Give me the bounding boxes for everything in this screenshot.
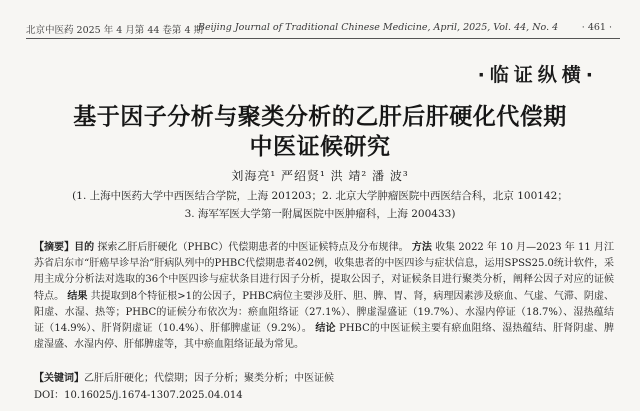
result-label: 结果 <box>67 290 88 302</box>
keywords <box>34 369 614 384</box>
journal-issue-en: Beijing Journal of Traditional Chinese Medicine, April, 2025, Vol. 44, No. 4 <box>198 22 559 33</box>
result-text: 共提取到8个特征根>1的公因子，PHBC病位主要涉及肝、胆、脾、胃、肾，病理因素涉及瘀血、气虚、气滞、阴虚、阳虚、水湿、热等；PHBC的证候分布依次为：瘀血阻络证（27.1%）、脾虚湿盛证（19.7%）、水湿内停证（18.7%）、湿热蕴结证（14.9%）、肝肾阴虚证（10.4%）、肝郁脾虚证（9.2%）。 <box>34 290 615 335</box>
conclusion-text: PHBC的中医证候主要有瘀血阻络、湿热蕴结、肝肾阴虚、脾虚湿盛、水湿内停、肝郁脾虚等，其中瘀血阻络证最为常见。 <box>34 323 614 351</box>
journal-issue-cn: 北京中医药 2025 年 4 月第 44 卷第 4 期 <box>26 25 204 36</box>
article-title-line-2: 中医证候研究 <box>249 134 391 160</box>
method-text: 收集 2022 年 10 月—2023 年 11 月江苏省启东市“肝癌早诊早治”肝病队列中的PHBC代偿期患者402例，收集患者的中医四诊与症状信息，运用SPSS25.0统计软件，采用主成分分析法对选取的36个中医四诊与症状条目进行因子分析，提取公因子，对证候条目进行聚类分析，阐释公因子对应的证候特点。 <box>34 242 614 302</box>
header-rule <box>26 38 620 39</box>
keywords-label: 【关键词】 <box>34 373 84 384</box>
conclusion-label: 结论 <box>315 323 336 335</box>
doi-link[interactable]: 10.16025/j.1674-1307.2025.04.014 <box>64 390 243 401</box>
abstract <box>34 240 614 353</box>
section-label: ·临证纵横· <box>477 64 598 86</box>
abstract-label: 【摘要】 <box>34 242 75 253</box>
objective-text: 探索乙肝后肝硬化（PHBC）代偿期患者的中医证候特点及分布规律。 <box>97 242 409 253</box>
doi-label: DOI： <box>34 390 65 401</box>
affiliation-line-2: 3. 海军军医大学第一附属医院中医肿瘤科，上海 200433) <box>184 208 456 220</box>
affiliation-line-1: (1. 上海中医药大学中西医结合学院，上海 201203；2. 北京大学肿瘤医院中西医结合科，北京 100142； <box>72 190 568 202</box>
doi <box>34 386 614 401</box>
objective-label: 目的 <box>74 242 95 253</box>
method-label: 方法 <box>411 242 432 253</box>
running-head <box>26 22 620 36</box>
keywords-text: 乙肝后肝硬化；代偿期；因子分析；聚类分析；中医证候 <box>84 373 334 384</box>
article-title-line-1: 基于因子分析与聚类分析的乙肝后肝硬化代偿期 <box>73 104 567 130</box>
page-number: · 461 · <box>581 22 612 33</box>
author-list: 刘海亮¹ 严绍贤¹ 洪 靖² 潘 波³ <box>231 169 409 183</box>
